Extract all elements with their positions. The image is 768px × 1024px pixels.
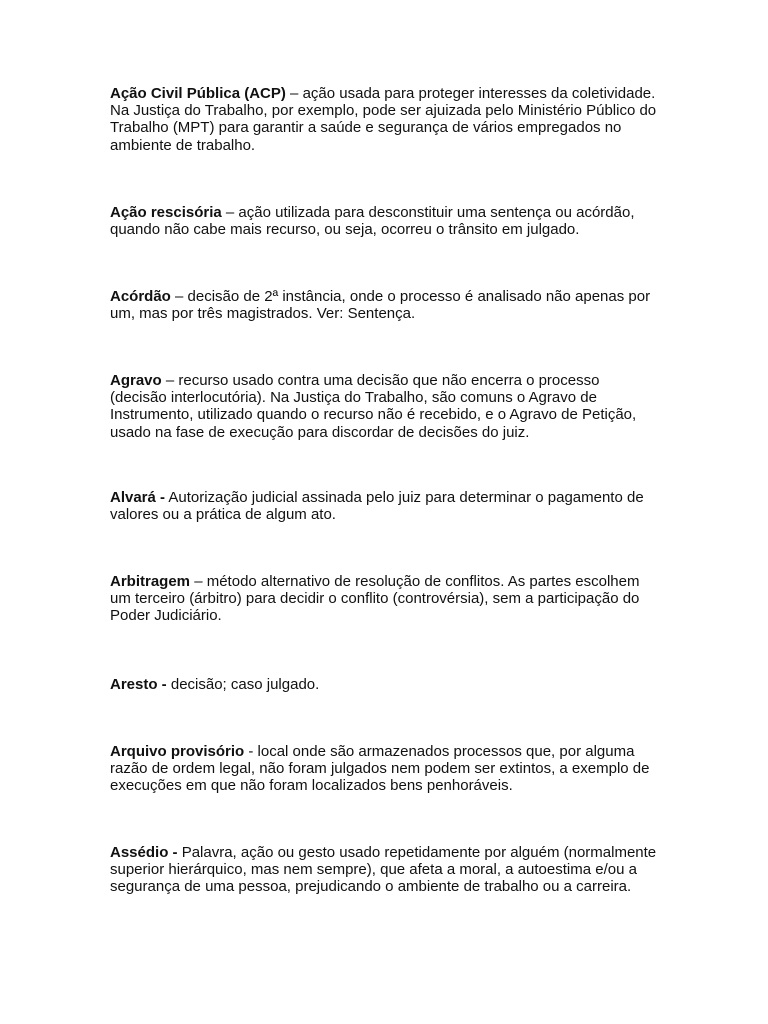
entry-definition: local onde são armazenados processos que, por alguma razão de ordem legal, não foram julgados nem podem ser extintos, a exemplo de execuções em que não foram localizados bens penhoráveis. [110,743,650,795]
entry-term: Ação Civil Pública (ACP) [110,85,286,102]
entry-term: Acórdão [110,288,171,305]
entry-separator: – [170,288,188,305]
entry-separator: – [221,204,239,221]
entry-definition: decisão; caso julgado. [170,676,320,693]
entry-separator: – [161,372,179,389]
entry-term: Arquivo provisório [110,743,245,760]
entry-term: Alvará - [110,489,166,506]
entry-term: Ação rescisória [110,204,222,221]
entry-term: Agravo [110,372,162,389]
entry-definition: decisão de 2ª instância, onde o processo é analisado não apenas por um, mas por três magistrados. Ver: Sentença. [110,288,651,323]
entry-term: Assédio - [110,844,178,861]
glossary-entry-acao-civil-publica [110,85,660,154]
glossary-entry-agravo [110,372,660,441]
entry-term: Aresto - [110,676,167,693]
entry-definition: recurso usado contra uma decisão que não encerra o processo (decisão interlocutória). Na Justiça do Trabalho, são comuns o Agravo de Instrumento, utilizado quando o recurso não é recebido, e o Agravo de Petição, usado na fase de execução para discordar de decisões do juiz. [110,372,637,441]
glossary-entry-acordao [110,288,660,322]
entry-separator: – [190,573,207,590]
entry-separator: – [285,85,303,102]
entry-definition: ação utilizada para desconstituir uma sentença ou acórdão, quando não cabe mais recurso, ou seja, ocorreu o trânsito em julgado. [110,204,635,239]
entry-definition: Palavra, ação ou gesto usado repetidamente por alguém (normalmente superior hierárquico, mas nem sempre), que afeta a moral, a autoestima e/ou a segurança de uma pessoa, prejudicando o ambiente de trabalho ou a carreira. [110,844,657,896]
glossary-entry-acao-rescisoria [110,204,660,238]
entry-separator: - [244,743,258,760]
entry-term: Arbitragem [110,573,191,590]
glossary-entry-alvara [110,489,660,523]
glossary-entry-arbitragem [110,573,660,625]
glossary-entry-arquivo-provisorio [110,743,660,795]
entry-definition: método alternativo de resolução de conflitos. As partes escolhem um terceiro (árbitro) para decidir o conflito (controvérsia), sem a participação do Poder Judiciário. [110,573,640,625]
entry-definition: Autorização judicial assinada pelo juiz para determinar o pagamento de valores ou a prática de algum ato. [110,489,644,524]
glossary-entry-assedio [110,844,660,896]
glossary-entry-aresto [110,676,660,693]
entry-definition: ação usada para proteger interesses da coletividade. Na Justiça do Trabalho, por exemplo, pode ser ajuizada pelo Ministério Público do Trabalho (MPT) para garantir a saúde e segurança de vários empregados no ambiente de trabalho. [110,85,657,154]
